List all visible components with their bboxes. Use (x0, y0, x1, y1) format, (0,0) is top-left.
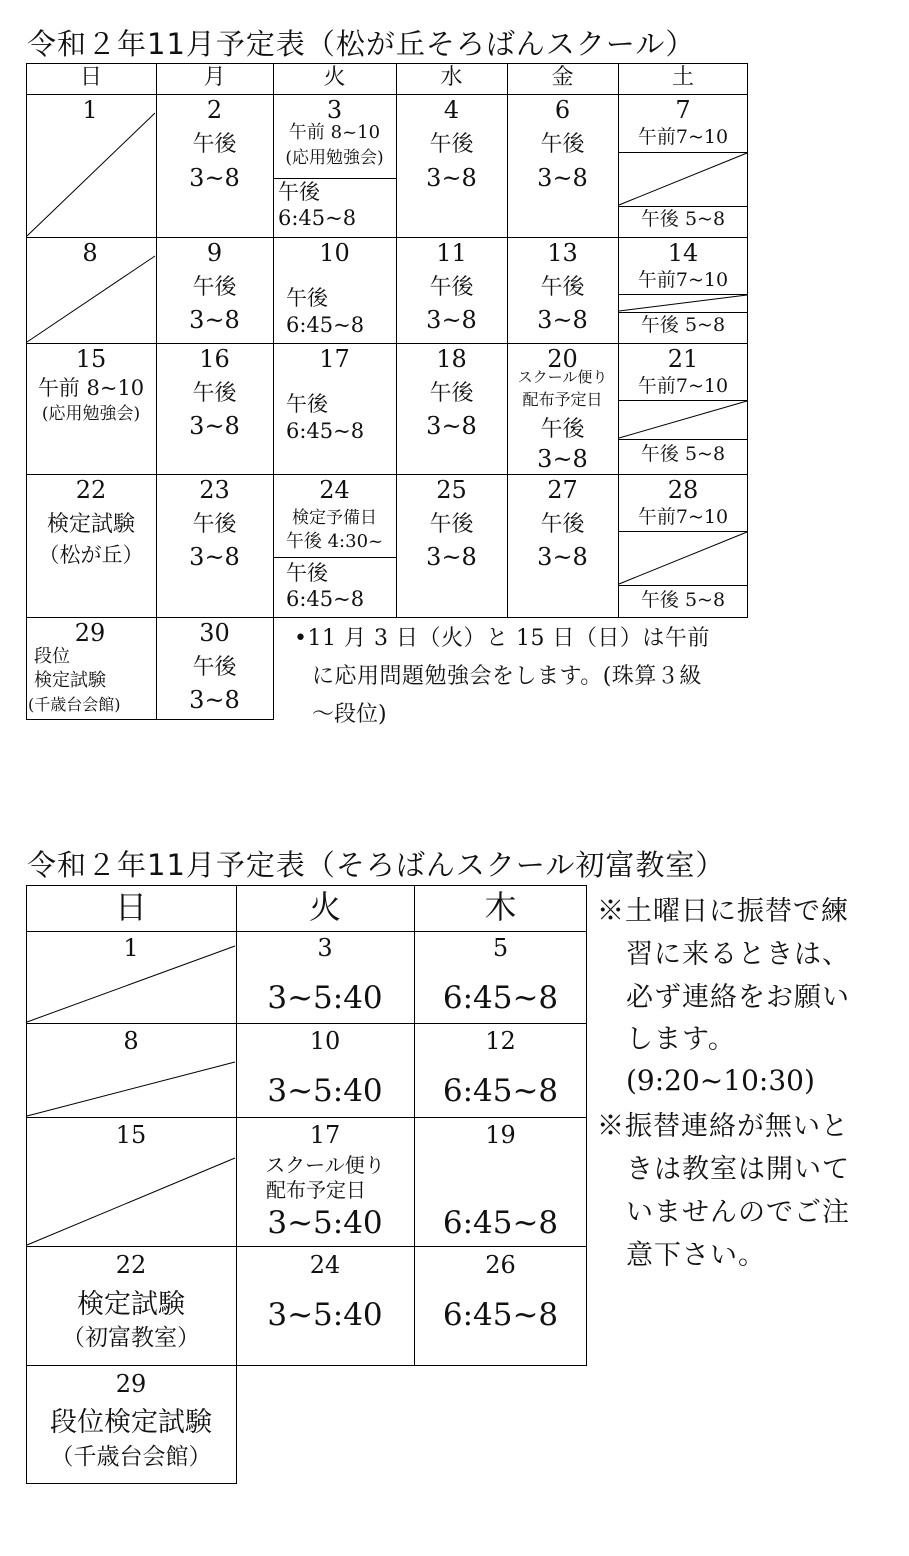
top-note-line: •11 月 3 日（火）と 15 日（日）は午前 (294, 626, 710, 651)
schedule-text: 午後 (540, 417, 585, 442)
day-number: 14 (667, 239, 699, 267)
schedule-text: 午後 (286, 561, 328, 585)
schedule-text: (千歳台会館) (28, 695, 121, 714)
schedule-time: 3~8 (537, 543, 588, 571)
day-number: 23 (199, 476, 230, 504)
schedule-text: 午後 (540, 512, 585, 537)
schedule-time: 6:45~8 (286, 587, 365, 611)
schedule-text: 午後 5~8 (640, 589, 726, 611)
schedule-text: 午後 (192, 275, 237, 300)
schedule-time: 6:45~8 (286, 313, 365, 337)
day-number: 6 (554, 96, 571, 124)
schedule-text: 検定試験 (77, 1289, 185, 1320)
schedule-time: 6:45~8 (442, 1297, 559, 1333)
schedule-text: 検定試験 (46, 512, 135, 537)
day-number: 9 (206, 239, 223, 267)
day-number: 3 (317, 934, 333, 962)
top-title: 令和２年11月予定表（松が丘そろばんスクール） (27, 27, 696, 61)
schedule-text: 午前 8~10 (37, 376, 145, 400)
schedule-time: 3~8 (426, 543, 477, 571)
day-number: 25 (436, 476, 467, 504)
schedule-text: 午前7~10 (637, 126, 729, 148)
top-note-line: ～段位) (312, 702, 387, 727)
schedule-text: 午後 (429, 275, 474, 300)
day-number: 15 (75, 345, 107, 373)
schedule-text: （松が丘） (38, 543, 144, 567)
bottom-header-tue: 火 (308, 888, 341, 926)
schedule-text: 午後 (540, 275, 585, 300)
top-header-tue: 火 (323, 65, 346, 90)
schedule-time: 3~8 (537, 445, 588, 473)
day-number: 12 (485, 1027, 516, 1055)
schedule-text: 午後 (429, 132, 474, 157)
day-number: 19 (485, 1121, 516, 1149)
day-number: 29 (115, 1370, 147, 1398)
bottom-note-line: 意下さい。 (626, 1240, 766, 1271)
bottom-note-line: いませんのでご注 (626, 1197, 850, 1228)
schedule-text: 段位検定試験 (50, 1407, 212, 1438)
schedule-text: スクール便り (517, 368, 608, 386)
schedule-text: 午後 (192, 512, 237, 537)
day-number: 20 (547, 345, 578, 373)
schedule-time: 3~8 (537, 164, 588, 192)
schedule-time: 3~8 (189, 686, 240, 714)
day-number: 1 (123, 934, 139, 962)
schedule-time: 3~8 (189, 543, 240, 571)
bottom-note-line: きは教室は開いて (626, 1154, 850, 1185)
schedule-time: 3~5:40 (267, 980, 383, 1016)
schedule-time: 3~8 (189, 412, 240, 440)
schedule-text: 午後 5~8 (640, 443, 726, 465)
schedule-text: (応用勉強会) (41, 404, 141, 424)
schedule-text: 段位 (34, 646, 70, 667)
schedule-text: 午後 (192, 132, 237, 157)
day-number: 21 (667, 345, 699, 373)
top-header-wed: 水 (440, 65, 463, 90)
bottom-note-line: します。 (626, 1024, 736, 1055)
schedule-text: （千歳台会館） (50, 1444, 212, 1470)
schedule-time: 6:45~8 (442, 980, 559, 1016)
day-number: 24 (309, 1251, 341, 1279)
schedule-time: 6:45~8 (286, 419, 365, 443)
day-number: 13 (547, 239, 578, 267)
schedule-text: 午前 8~10 (288, 122, 381, 143)
day-number: 22 (115, 1251, 147, 1279)
bottom-note-line: 必ず連絡をお願い (626, 982, 850, 1013)
day-number: 8 (123, 1027, 139, 1055)
day-number: 5 (492, 934, 509, 962)
bottom-title: 令和２年11月予定表（そろばんスクール初富教室） (27, 848, 726, 882)
day-number: 24 (319, 476, 350, 504)
day-number: 2 (206, 96, 223, 124)
schedule-text: 配布予定日 (266, 1178, 366, 1202)
schedule-text: 午後 5~8 (640, 208, 726, 230)
schedule-time: 3~5:40 (267, 1073, 383, 1109)
top-header-sat: 土 (671, 65, 694, 90)
day-number: 22 (75, 476, 107, 504)
schedule-time: 3~5:40 (267, 1297, 383, 1333)
top-note-line: に応用問題勉強会をします。(珠算３級 (312, 664, 702, 689)
bottom-note-line: ※土曜日に振替で練 (597, 896, 849, 927)
bottom-header-thu: 木 (484, 888, 517, 926)
schedule-text: 午後 (429, 512, 474, 537)
schedule-text: 午前7~10 (637, 375, 729, 397)
day-number: 17 (319, 345, 350, 373)
day-number: 27 (547, 476, 578, 504)
top-header-sun: 日 (79, 65, 102, 90)
schedule-time: 3~8 (426, 164, 477, 192)
schedule-text: 配布予定日 (522, 390, 603, 409)
bottom-note-line: 習に来るときは、 (626, 939, 850, 970)
schedule-text: 午後 (278, 180, 320, 204)
top-header-fri: 金 (551, 65, 574, 90)
top-header-mon: 月 (203, 65, 226, 90)
schedule-text: 午後 (192, 655, 237, 680)
schedule-text: 午後 (429, 381, 474, 406)
day-number: 30 (199, 619, 230, 647)
bottom-note-line: (9:20~10:30) (626, 1064, 815, 1097)
day-number: 15 (115, 1121, 147, 1149)
schedule-time: 3~8 (189, 164, 240, 192)
schedule-time: 3~8 (189, 306, 240, 334)
day-number: 28 (667, 476, 699, 504)
day-number: 16 (199, 345, 230, 373)
schedule-time: 3~8 (426, 412, 477, 440)
schedule-text: 午後 (286, 392, 328, 416)
day-number: 10 (319, 239, 350, 267)
day-number: 11 (436, 239, 467, 267)
schedule-text: 検定試験 (34, 670, 106, 691)
day-number: 18 (436, 345, 467, 373)
schedule-text: 午後 (192, 381, 237, 406)
schedule-text: 午後 5~8 (640, 314, 726, 336)
schedule-time: 3~8 (537, 306, 588, 334)
day-number: 17 (309, 1121, 341, 1149)
schedule-text: （初富教室） (62, 1325, 200, 1351)
day-number: 8 (82, 239, 98, 267)
schedule-text: 検定予備日 (292, 508, 377, 528)
schedule-text: 午後 4:30~ (285, 531, 384, 552)
schedule-time: 6:45~8 (442, 1073, 559, 1109)
day-number: 3 (326, 96, 343, 124)
schedule-time: 6:45~8 (278, 206, 357, 230)
schedule-text: スクール便り (265, 1153, 385, 1177)
schedule-text: 午前7~10 (637, 506, 729, 528)
bottom-header-sun: 日 (114, 888, 147, 926)
schedule-time: 3~5:40 (267, 1205, 383, 1241)
schedule-text: 午後 (540, 132, 585, 157)
day-number: 7 (675, 96, 691, 124)
schedule-text: 午後 (286, 286, 328, 310)
schedule-text: (応用勉強会) (285, 148, 384, 168)
day-number: 29 (74, 619, 106, 647)
day-number: 10 (309, 1027, 341, 1055)
day-number: 4 (443, 96, 460, 124)
day-number: 26 (485, 1251, 516, 1279)
schedule-time: 3~8 (426, 306, 477, 334)
bottom-note-line: ※振替連絡が無いと (597, 1111, 849, 1142)
day-number: 1 (82, 96, 98, 124)
schedule-text: 午前7~10 (637, 269, 729, 291)
schedule-time: 6:45~8 (442, 1205, 559, 1241)
